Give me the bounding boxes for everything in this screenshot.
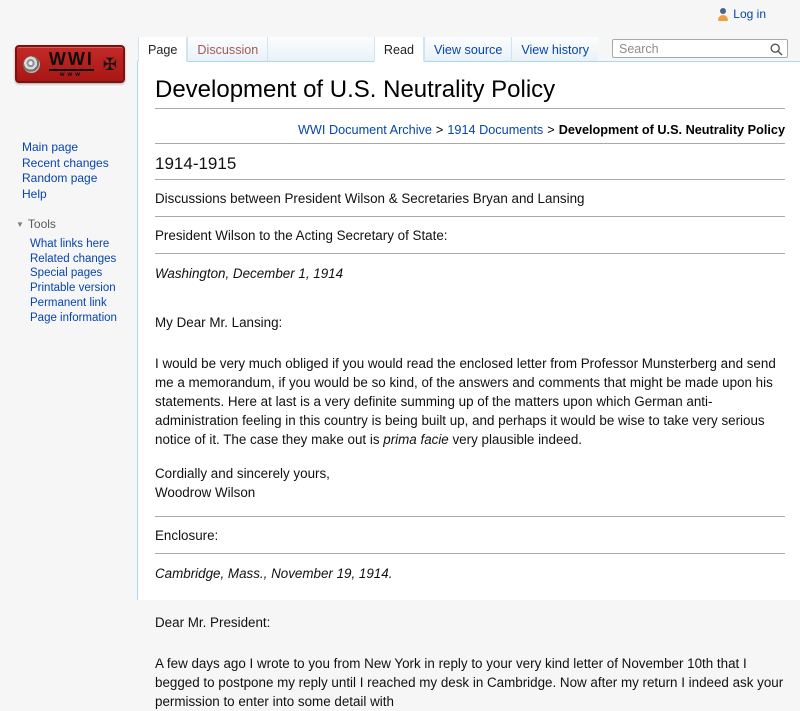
tab-page[interactable]: Page bbox=[138, 37, 187, 62]
breadcrumb-link-1914[interactable]: 1914 Documents bbox=[447, 122, 544, 137]
sidebar-tools bbox=[0, 237, 137, 325]
paragraph-text: very plausible indeed. bbox=[448, 431, 583, 447]
tools-label: Tools bbox=[27, 217, 56, 231]
dateline-washington: Washington, December 1, 1914 bbox=[155, 265, 344, 281]
tab-read[interactable]: Read bbox=[374, 37, 424, 62]
search-box bbox=[612, 39, 788, 58]
letter-paragraph-1 bbox=[155, 354, 785, 449]
sidebar-item-page-information[interactable]: Page information bbox=[30, 311, 117, 324]
paragraph-text: I would be very much obliged if you would read the enclosed letter from Professor Munsterberg and send me a memorandum, if you would be so kind, of the answers and comments that might be made upon his statements. Here at last is a very definite summing up of the matters upon which German anti-administration feeling in this country is being built up, and perhaps it would be wise to take very serious notice of it. The case they make out is bbox=[155, 355, 776, 447]
sidebar-item-main-page[interactable]: Main page bbox=[22, 140, 79, 154]
tab-discussion[interactable]: Discussion bbox=[187, 37, 267, 62]
logo-subtext: www bbox=[59, 72, 83, 78]
salutation-president: Dear Mr. President: bbox=[155, 614, 271, 630]
heading-wilson-to-secretary: President Wilson to the Acting Secretary of State: bbox=[155, 226, 785, 254]
breadcrumb-separator: > bbox=[435, 122, 444, 137]
heading-discussions: Discussions between President Wilson & Secretaries Bryan and Lansing bbox=[155, 189, 785, 217]
sidebar-item-help[interactable]: Help bbox=[22, 186, 47, 201]
breadcrumb-current: Development of U.S. Neutrality Policy bbox=[558, 122, 785, 137]
heading-enclosure: Enclosure: bbox=[155, 526, 785, 554]
view-tabs bbox=[374, 37, 788, 62]
iron-cross-icon: ✠ bbox=[102, 54, 117, 74]
search-icon[interactable] bbox=[770, 43, 783, 59]
search-input[interactable] bbox=[612, 39, 788, 58]
sidebar-nav bbox=[0, 140, 137, 202]
wwi-logo[interactable] bbox=[15, 45, 125, 83]
user-icon bbox=[717, 8, 729, 21]
sidebar-item-recent-changes[interactable]: Recent changes bbox=[22, 155, 109, 170]
breadcrumb-separator: > bbox=[547, 122, 555, 137]
chevron-down-icon: ▼ bbox=[16, 219, 24, 229]
sidebar-item-what-links-here[interactable]: What links here bbox=[30, 238, 110, 250]
breadcrumb-link-archive[interactable]: WWI Document Archive bbox=[297, 122, 432, 137]
section-divider bbox=[155, 516, 785, 517]
salutation-lansing: My Dear Mr. Lansing: bbox=[155, 314, 283, 330]
closing-signature bbox=[155, 464, 785, 502]
tab-strip bbox=[138, 37, 800, 62]
logo-text-block bbox=[49, 50, 94, 78]
sidebar bbox=[0, 140, 137, 325]
sidebar-item-special-pages[interactable]: Special pages bbox=[30, 267, 103, 280]
dateline-cambridge: Cambridge, Mass., November 19, 1914. bbox=[155, 565, 393, 581]
letter-paragraph-2: A few days ago I wrote to you from New York in reply to your very kind letter of November 10th that I begged to postpone my reply until I reached my desk in Cambridge. Now after my return I indeed ask your permission to enter into some detail with bbox=[155, 655, 784, 709]
sidebar-item-printable-version[interactable]: Printable version bbox=[30, 282, 116, 295]
article-body bbox=[155, 154, 785, 711]
login-link[interactable]: Log in bbox=[733, 7, 766, 21]
signature-name: Woodrow Wilson bbox=[155, 484, 256, 500]
page-title: Development of U.S. Neutrality Policy bbox=[155, 76, 785, 109]
tab-view-source[interactable]: View source bbox=[424, 37, 511, 62]
logo-text: WWI bbox=[48, 49, 94, 69]
sidebar-item-related-changes[interactable]: Related changes bbox=[30, 252, 117, 265]
breadcrumb bbox=[155, 123, 785, 144]
personal-bar bbox=[717, 7, 766, 21]
content-area bbox=[137, 62, 800, 709]
closing-line: Cordially and sincerely yours, bbox=[155, 465, 330, 481]
sidebar-item-random-page[interactable]: Random page bbox=[22, 171, 98, 185]
tab-view-history[interactable]: View history bbox=[511, 37, 598, 62]
roundel-icon bbox=[23, 56, 40, 73]
sidebar-item-permanent-link[interactable]: Permanent link bbox=[30, 296, 107, 309]
latin-phrase: prima facie bbox=[383, 431, 449, 447]
heading-period: 1914-1915 bbox=[155, 154, 785, 180]
tools-section-toggle[interactable] bbox=[16, 217, 137, 231]
